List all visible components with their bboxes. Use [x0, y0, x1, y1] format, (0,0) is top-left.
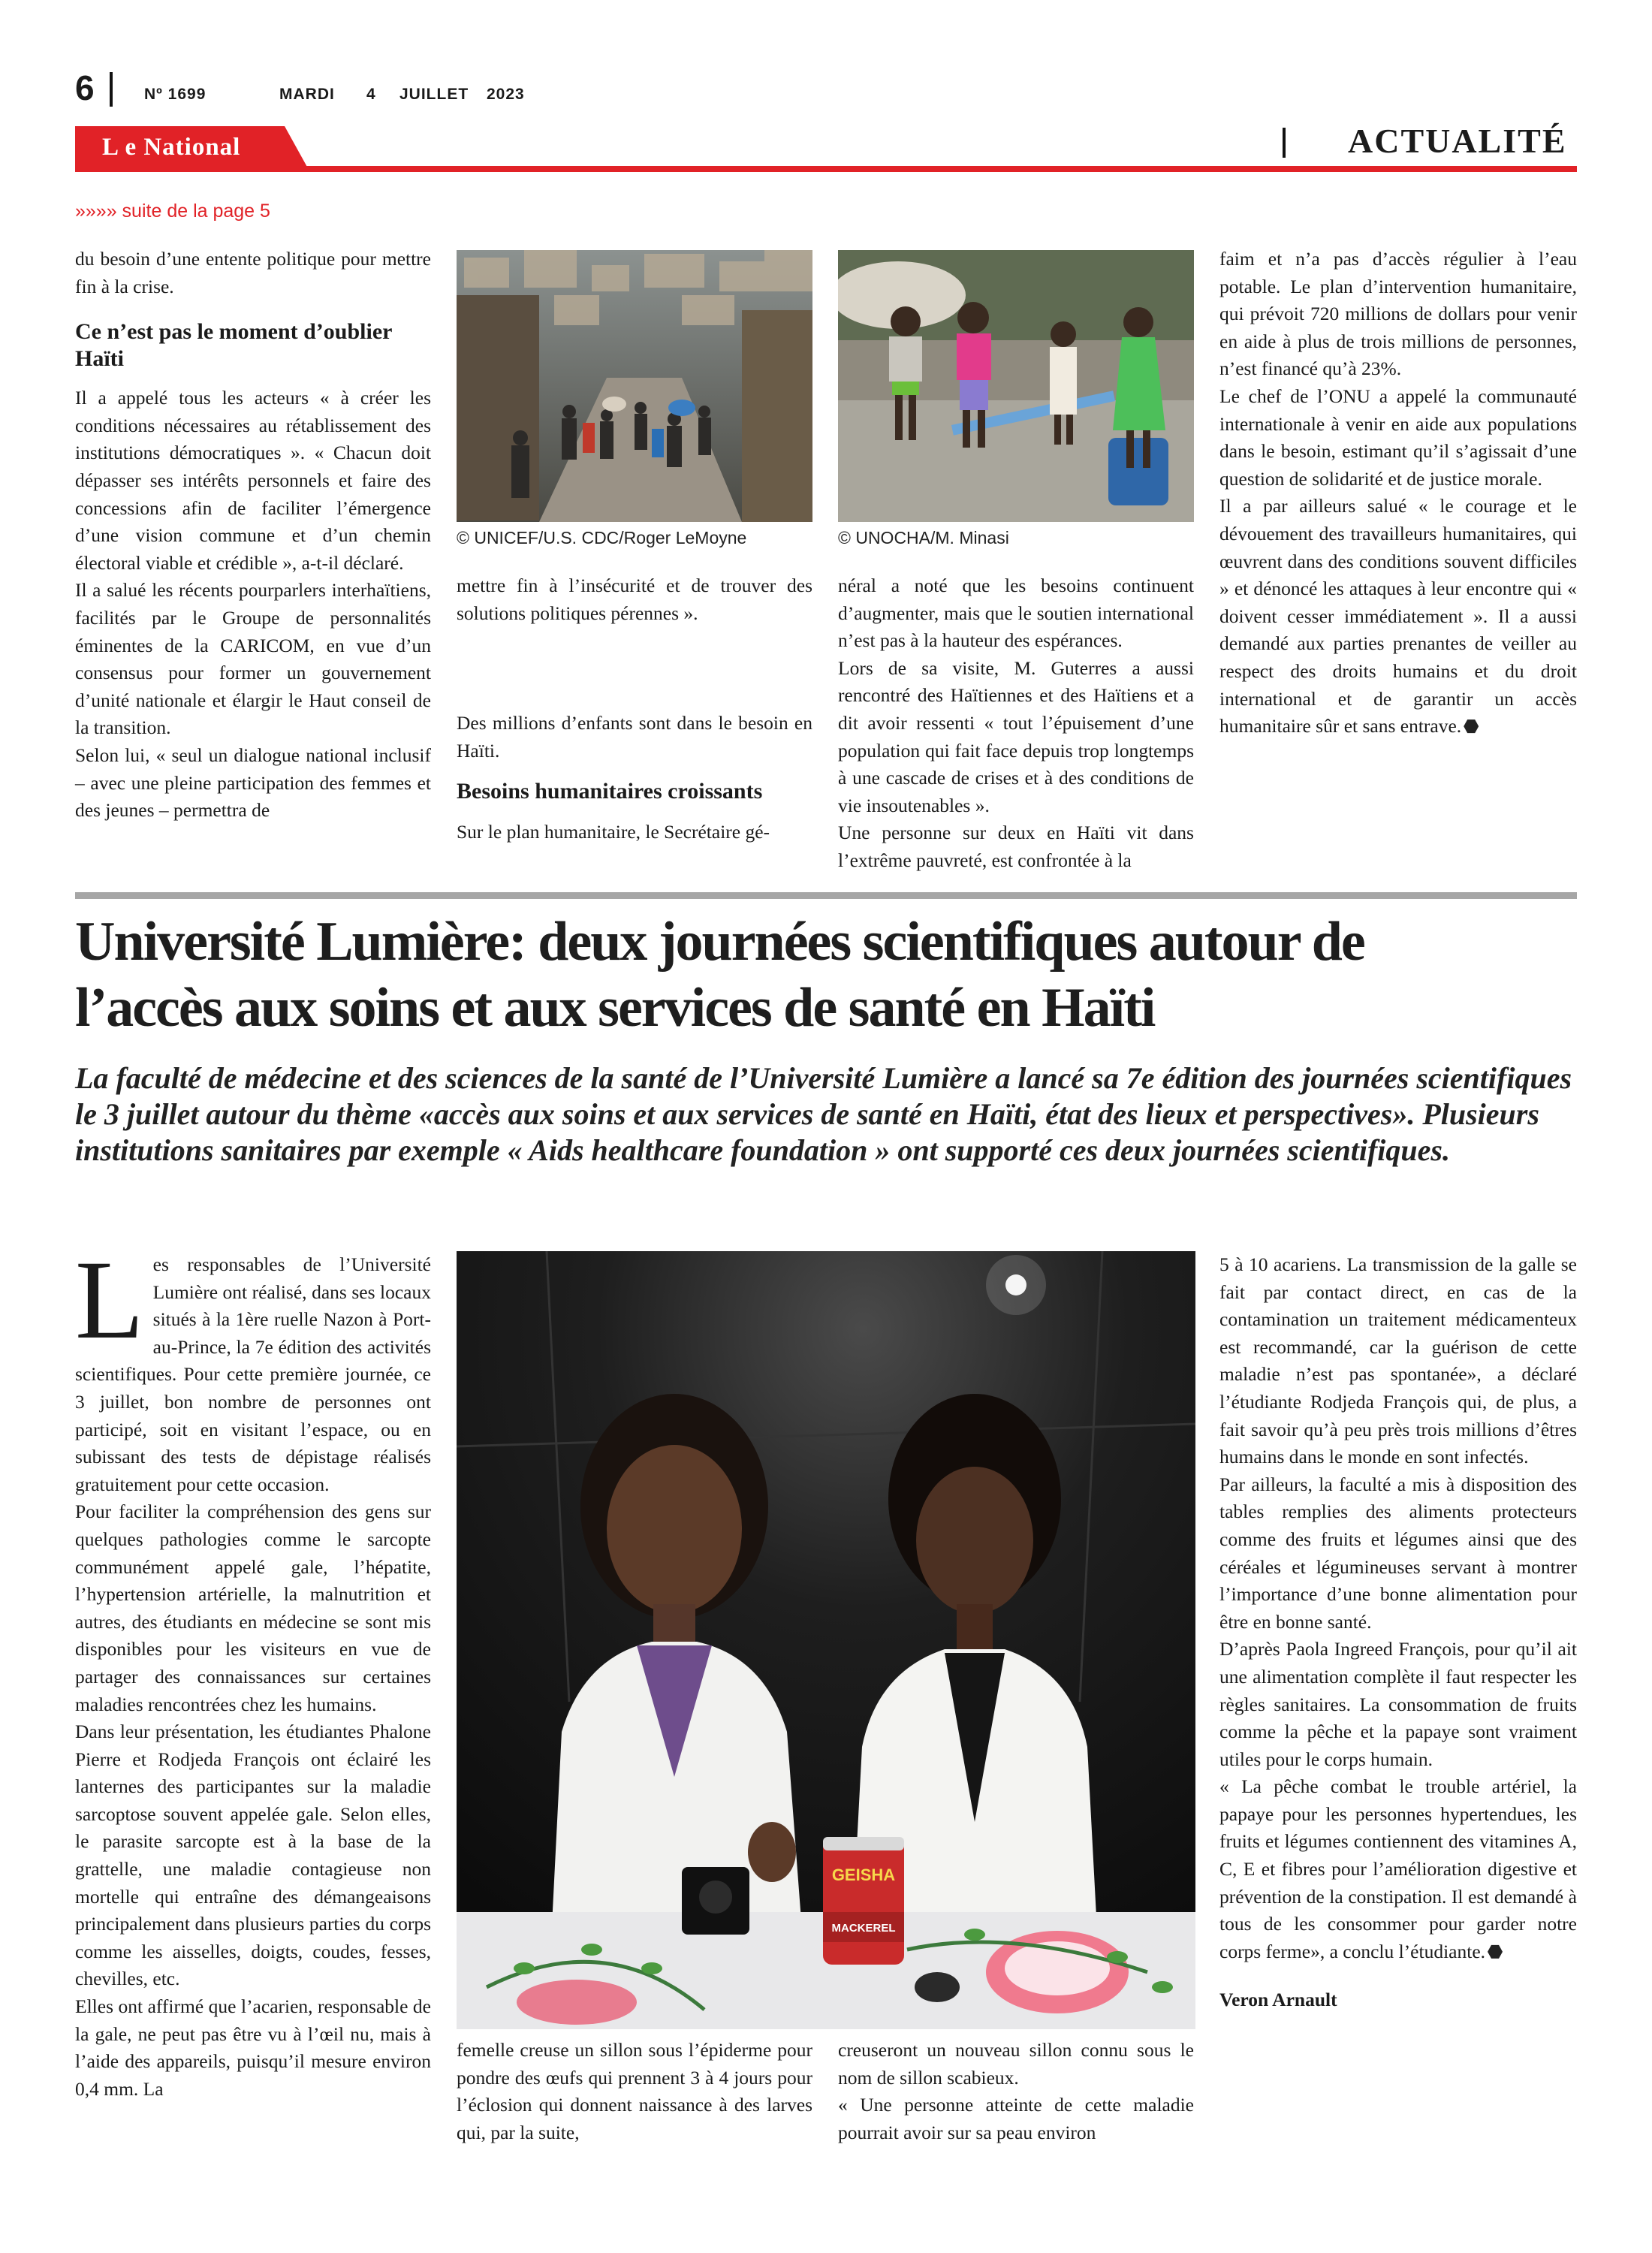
- issue-number: Nº 1699: [144, 86, 206, 103]
- section-title: ACTUALITÉ: [1348, 122, 1567, 160]
- paragraph: [75, 1238, 431, 1498]
- header-rule: [75, 166, 1577, 172]
- photo-street-crowd: [457, 250, 812, 522]
- subheading: Ce n’est pas le moment d’oublier Haïti: [75, 319, 392, 372]
- headline-line-2: l’accès aux soins et aux services de santé en Haïti: [75, 977, 1155, 1039]
- paragraph: mettre fin à l’insécurité et de trouver des solutions politiques pérennes ».: [457, 575, 812, 624]
- end-mark-icon: [1464, 719, 1479, 734]
- paragraph: Pour faciliter la compréhension des gens sur quelques pathologies comme le sarcopte communément appelé gale, l’hépatite, l’hypertension artérielle, la malnutrition et autres, des étudiants en médecine se sont mis disponibles pour les visiteurs en vue de partager des connaissances sur certaines maladies rencontrées chez les humains.: [75, 1500, 431, 1715]
- top-article-column-4: [1219, 246, 1577, 740]
- page-number: 6: [75, 68, 95, 107]
- brand-logo: L e National: [102, 134, 241, 161]
- paragraph-text: « La pêche combat le trouble artériel, la papaye pour les personnes hypertendues, les fruits et légumes contiennent des vitamines A, C, E et fibres pour l’amélioration digestive et prévention de la constipation. Il est demandé à tous de les consommer pour garder notre corps ferme», a conclu l’étudiante.: [1219, 1775, 1577, 1962]
- main-headline: [75, 909, 1577, 1041]
- paragraph: Une personne sur deux en Haïti vit dans l’extrême pauvreté, est confrontée à la: [838, 822, 1194, 871]
- top-article-column-2: [457, 572, 812, 846]
- subheading: Besoins humanitaires croissants: [457, 779, 763, 804]
- paragraph: Selon lui, « seul un dialogue national inclusif – avec une pleine participation des femmes et des jeunes – permettra de: [75, 743, 431, 822]
- paragraph: néral a noté que les besoins continuent d’augmenter, mais que le soutien international n’est pas à la hauteur des espérances.: [838, 575, 1194, 652]
- headline-line-1: Université Lumière: deux journées scientifiques autour de: [75, 911, 1364, 973]
- paragraph: femelle creuse un sillon sous l’épiderme pour pondre des œufs qui prennent 3 à 4 jours pour l’éclosion qui donnent naissance à des larves qui, par la suite,: [457, 2039, 812, 2143]
- paragraph-text: Il a par ailleurs salué « le courage et le dévouement des travailleurs humanitaires, qui œuvrent dans des conditions souvent difficiles » et dénoncé les attaques à leur encontre qui « doivent cesser immédiatement ». Il a aussi demandé aux parties prenantes de veiller au respect des droits humains et du droit international et de garantir un accès humanitaire sûr et sans entrave.: [1219, 495, 1577, 737]
- article-separator: [75, 892, 1577, 899]
- paragraph: [1219, 493, 1577, 740]
- paragraph: creuseront un nouveau sillon connu sous le nom de sillon scabieux.: [838, 2039, 1194, 2089]
- can-brand: GEISHA: [831, 1865, 896, 1884]
- students-photo-illustration: [457, 1251, 1195, 2029]
- header-divider: [110, 72, 113, 107]
- paragraph: Dans leur présentation, les étudiantes Phalone Pierre et Rodjeda François ont éclairé les lanternes des participantes sur la maladie sarcoptose souvent appelée gale. Selon elles, le parasite sarcopte est à la base de la grattelle, une maladie contagieuse non mortelle qui entraîne des démangeaisons principalement dans plusieurs parties du corps comme les aisselles, doigts, coudes, fesses, chevilles, etc.: [75, 1721, 431, 1990]
- article-deck: La faculté de médecine et des sciences de la santé de l’Université Lumière a lancé sa 7e édition des journées scientifiques le 3 juillet autour du thème «accès aux soins et aux services de santé en Haïti, état des lieux et perspectives». Plusieurs institutions sanitaires par exemple « Aids healthcare foundation » ont supporté ces deux journées scientifiques.: [75, 1061, 1572, 1167]
- water-photo-illustration: [838, 250, 1194, 522]
- paragraph: du besoin d’une entente politique pour mettre fin à la crise.: [75, 248, 431, 297]
- photo-credit: © UNOCHA/M. Minasi: [838, 528, 1009, 547]
- photo-students: [457, 1251, 1195, 2029]
- paragraph-text: es responsables de l’Université Lumière ont réalisé, dans ses locaux situés à la 1ère ruelle Nazon à Port-au-Prince, la 7e édition des activités scientifiques. Pour cette première journée, ce 3 juillet, bon nombre de personnes ont participé, soit en visitant l’espace, ou en subissant des tests de dépistage réalisés gratuitement pour cette occasion.: [75, 1253, 431, 1495]
- paragraph: faim et n’a pas d’accès régulier à l’eau potable. Le plan d’intervention humanitaire, qui prévoit 720 millions de dollars pour venir en aide à plus de trois millions de personnes, n’est financé qu’à 23%.: [1219, 248, 1577, 380]
- drop-cap: L: [75, 1238, 144, 1362]
- paragraph: 5 à 10 acariens. La transmission de la galle se fait par contact direct, en cas de la contamination un traitement médicamenteux est recommandé, car la guérison de cette maladie n’est pas spontanée», a déclaré l’étudiante Rodjeda François qui, de plus, a fait savoir qu’à peu près trois millions d’êtres humains dans le monde en sont infectés.: [1219, 1253, 1577, 1468]
- paragraph: Sur le plan humanitaire, le Secrétaire gé-: [457, 821, 770, 843]
- photo-credit: © UNICEF/U.S. CDC/Roger LeMoyne: [457, 528, 747, 547]
- top-article-column-3: [838, 572, 1194, 875]
- date-year: 2023: [487, 86, 525, 103]
- main-article-column-1: [75, 1238, 431, 2103]
- author-byline: Veron Arnault: [1219, 1989, 1337, 2011]
- date-month: JUILLET: [399, 86, 469, 103]
- paragraph: Lors de sa visite, M. Guterres a aussi rencontré des Haïtiennes et des Haïtiens et a dit avoir ressenti « tout l’épuisement d’une population qui fait face depuis trop longtemps à une cascade de crises et à des conditions de vie insoutenables ».: [838, 656, 1194, 816]
- paragraph: Le chef de l’ONU a appelé la communauté internationale à venir en aide aux populations dans le besoin, estimant qu’il s’agissait d’une question de solidarité et de justice morale.: [1219, 385, 1577, 490]
- date-weekday: MARDI: [279, 86, 335, 103]
- main-article-column-2: [457, 2037, 812, 2146]
- paragraph: Il a salué les récents pourparlers interhaïtiens, facilités par le Groupe de personnalités éminentes de la CARICOM, en vue d’un consensus pour former un gouvernement d’unité nationale et élargir le Haut conseil de la transition.: [75, 579, 431, 739]
- main-article-column-3: [838, 2037, 1194, 2146]
- continued-from: »»»» suite de la page 5: [75, 201, 270, 222]
- paragraph: Elles ont affirmé que l’acarien, responsable de la gale, ne peut pas être vu à l’œil nu, mais à l’aide des appareils, puisqu’il mesure environ 0,4 mm. La: [75, 1995, 431, 2100]
- paragraph: Des millions d’enfants sont dans le besoin en Haïti.: [457, 712, 812, 762]
- end-mark-icon: [1488, 1944, 1503, 1959]
- date-day: 4: [366, 86, 376, 103]
- paragraph: « Une personne atteinte de cette maladie pourrait avoir sur sa peau environ: [838, 2094, 1194, 2143]
- street-photo-illustration: [457, 250, 812, 522]
- main-article-column-4: [1219, 1251, 1577, 2014]
- can-label: MACKEREL: [831, 1922, 896, 1935]
- top-article-column-1: [75, 246, 431, 825]
- paragraph: D’après Paola Ingreed François, pour qu’il ait une alimentation complète il faut respecter les règles sanitaires. La consommation de fruits comme la pêche et la papaye sont vraiment utiles pour le corps humain.: [1219, 1638, 1577, 1770]
- section-divider: [1283, 128, 1286, 158]
- paragraph: Par ailleurs, la faculté a mis à disposition des tables remplies des aliments protecteurs comme des fruits et légumes ainsi que des céréales et légumineuses servant à montrer l’importance d’une bonne alimentation pour être en bonne santé.: [1219, 1473, 1577, 1633]
- photo-children-water: [838, 250, 1194, 522]
- paragraph: Il a appelé tous les acteurs « à créer les conditions nécessaires au rétablissement des institutions démocratiques ». « Chacun doit dépasser ses intérêts personnels et faire des concessions afin de faciliter l’émergence d’une vision commune et d’un chemin électoral viable et crédible », a-t-il déclaré.: [75, 387, 431, 574]
- paragraph: [1219, 1773, 1577, 1965]
